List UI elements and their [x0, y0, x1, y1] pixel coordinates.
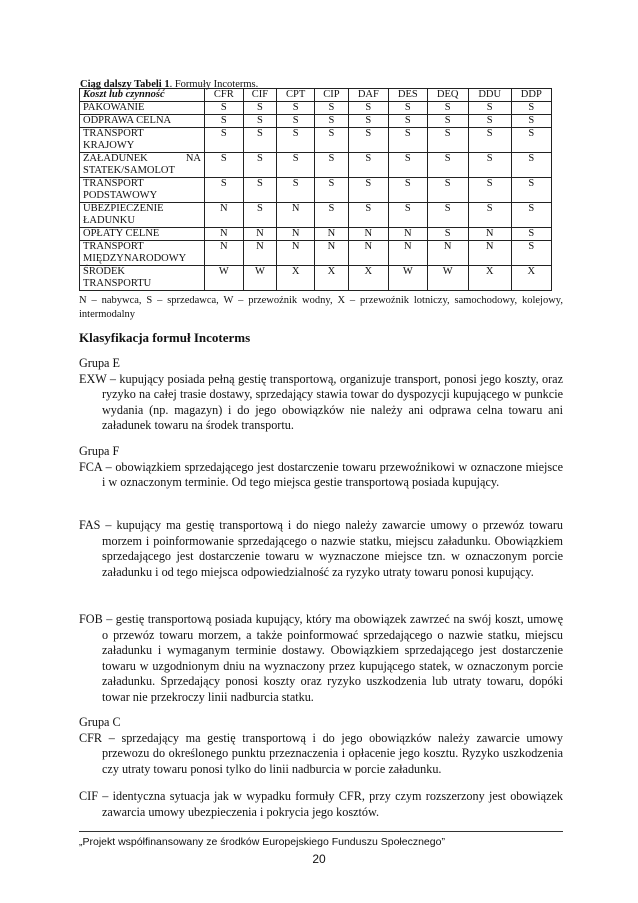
- cell-ddp: S: [511, 241, 551, 266]
- row-label-line: TRANSPORT: [83, 241, 144, 252]
- cell-cfr: N: [205, 228, 244, 241]
- cell-deq: S: [427, 153, 468, 178]
- row-label-line: UBEZPIECZENIE: [83, 203, 164, 214]
- cell-des: W: [388, 266, 427, 291]
- cell-des: S: [388, 115, 427, 128]
- cell-cpt: N: [277, 228, 315, 241]
- row-label-line: TRANSPORT: [83, 178, 144, 189]
- cell-ddu: S: [468, 153, 511, 178]
- cell-cpt: X: [277, 266, 315, 291]
- table-row: [80, 203, 552, 228]
- fas-paragraph: FAS – kupujący ma gestię transportową i do niego należy zawarcie umowy o przewóz towaru morzem i poinformowanie sprzedającego o nazwie statku, miejscu załadunku. Obowiązkiem sprzedającego jest dostarczenie towaru w wyznaczone miejsce tzn. w oznaczonym porcie załadunku i od tego miejsca odpowiedzialność za ryzyko utraty towaru ponosi kupujący.: [79, 518, 563, 579]
- cell-cpt: S: [277, 153, 315, 178]
- row-label-line: PODSTAWOWY: [83, 190, 158, 201]
- cell-cfr: N: [205, 241, 244, 266]
- table-row: [80, 178, 552, 203]
- fca-paragraph: FCA – obowiązkiem sprzedającego jest dostarczenie towaru przewoźnikowi w oznaczone miejsce i w oznaczonym terminie. Od tego miejsca gestie transportową posiada kupujący.: [79, 459, 563, 490]
- row-label-word: ZAŁADUNEK: [83, 153, 148, 164]
- cell-deq: S: [427, 228, 468, 241]
- cell-cif: S: [243, 128, 277, 153]
- row-label: [80, 115, 205, 128]
- cell-deq: N: [427, 241, 468, 266]
- footer-text: „Projekt współfinansowany ze środków Europejskiego Funduszu Społecznego”: [79, 836, 445, 848]
- cell-deq: S: [427, 203, 468, 228]
- cell-daf: S: [348, 203, 388, 228]
- cell-cif: S: [243, 178, 277, 203]
- row-label-line: MIĘDZYNARODOWY: [83, 253, 187, 264]
- cell-ddp: S: [511, 102, 551, 115]
- cell-cpt: S: [277, 115, 315, 128]
- cell-cif: N: [243, 241, 277, 266]
- row-label-line: ŁADUNKU: [83, 215, 135, 226]
- row-label: [80, 102, 205, 115]
- cell-cfr: W: [205, 266, 244, 291]
- cfr-paragraph: CFR – sprzedający ma gestię transportową i do jego obowiązków należy zawarcie umowy przewozu do określonego punktu przeznaczenia i opłacenie jego kosztu. Ryzyko uszkodzenia czy utraty towaru ponosi tylko do linii nadburcia w porcie załadunku.: [79, 730, 563, 776]
- row-label-line: TRANSPORT: [83, 128, 144, 139]
- cell-cip: S: [315, 102, 349, 115]
- cell-cpt: S: [277, 128, 315, 153]
- cell-cfr: S: [205, 102, 244, 115]
- cell-cfr: S: [205, 115, 244, 128]
- cell-ddu: X: [468, 266, 511, 291]
- table-row: [80, 266, 552, 291]
- exw-paragraph: EXW – kupujący posiada pełną gestię transportową, organizuje transport, ponosi jego koszty, oraz ryzyko na całej trasie dostawy, sprzedający stawia towar do dyspozycji kupującego w punkcie wydania (np. magazyn) i do jego obowiązków nie należy ani odprawa celna towaru ani załadunek towaru na środek transportu.: [79, 371, 563, 433]
- cell-ddp: S: [511, 153, 551, 178]
- cell-ddu: S: [468, 203, 511, 228]
- header-col-des: DES: [388, 89, 427, 102]
- header-col-cpt: CPT: [277, 89, 315, 102]
- table-legend: N – nabywca, S – sprzedawca, W – przewoźnik wodny, X – przewoźnik lotniczy, samochodowy, kolejowy, intermodalny: [79, 295, 563, 320]
- cell-deq: W: [427, 266, 468, 291]
- row-label: [80, 241, 205, 266]
- row-label: [80, 203, 205, 228]
- cell-cfr: N: [205, 203, 244, 228]
- group-c-block: [79, 715, 563, 777]
- cell-cif: S: [243, 102, 277, 115]
- cell-ddu: S: [468, 115, 511, 128]
- table-row: [80, 128, 552, 153]
- cell-daf: S: [348, 178, 388, 203]
- cell-ddu: S: [468, 128, 511, 153]
- table-row: [80, 115, 552, 128]
- header-cost-activity: Koszt lub czynność: [80, 89, 205, 102]
- cell-daf: S: [348, 153, 388, 178]
- table-row: [80, 228, 552, 241]
- cell-ddp: S: [511, 203, 551, 228]
- cell-des: S: [388, 153, 427, 178]
- cell-cif: S: [243, 203, 277, 228]
- table-row: [80, 241, 552, 266]
- section-heading: Klasyfikacja formuł Incoterms: [79, 330, 251, 345]
- table-caption-bold: Ciąg dalszy Tabeli 1: [80, 79, 170, 90]
- row-label-line: STATEK/SAMOLOT: [83, 165, 175, 176]
- cell-deq: S: [427, 178, 468, 203]
- cell-cpt: S: [277, 178, 315, 203]
- row-label-line: ODPRAWA CELNA: [83, 115, 172, 126]
- footer-divider: [79, 831, 563, 832]
- cell-ddp: S: [511, 178, 551, 203]
- fas-block: [79, 518, 563, 580]
- cell-daf: S: [348, 115, 388, 128]
- cell-cip: S: [315, 128, 349, 153]
- table-header-row: [80, 89, 552, 102]
- cell-deq: S: [427, 128, 468, 153]
- row-label: [80, 228, 205, 241]
- header-col-daf: DAF: [348, 89, 388, 102]
- cell-daf: N: [348, 241, 388, 266]
- cell-ddu: N: [468, 228, 511, 241]
- cell-des: S: [388, 128, 427, 153]
- cell-ddp: S: [511, 115, 551, 128]
- cell-cif: S: [243, 153, 277, 178]
- cell-daf: X: [348, 266, 388, 291]
- cell-ddu: N: [468, 241, 511, 266]
- row-label: [80, 153, 205, 178]
- cell-cpt: N: [277, 241, 315, 266]
- row-label-line: KRAJOWY: [83, 140, 135, 151]
- cell-cfr: S: [205, 178, 244, 203]
- row-label-word: NA: [185, 153, 201, 164]
- fob-paragraph: FOB – gestię transportową posiada kupujący, który ma obowiązek zawrzeć na swój koszt, umowę o przewóz towaru morzem, a także poinformować sprzedającego o nazwie statku, miejscu załadunku i wymaganym terminie dostawy. Obowiązkiem sprzedającego jest dostarczenie towaru w uzgodnionym dniu na wyznaczony przez kupującego statek, w oznaczonym porcie załadunku. Sprzedający ponosi koszty oraz ryzyko uszkodzenia lub utraty towaru, dopóki towar nie przekroczy linii nadburcia statku.: [79, 612, 563, 704]
- table-row: [80, 153, 552, 178]
- table-caption-rest: . Formuły Incoterms.: [169, 79, 259, 90]
- page-number: 20: [312, 852, 326, 866]
- cell-des: N: [388, 228, 427, 241]
- cell-cif: W: [243, 266, 277, 291]
- row-label-line: PAKOWANIE: [83, 102, 145, 113]
- cell-cip: S: [315, 203, 349, 228]
- cell-daf: S: [348, 128, 388, 153]
- row-label-line: TRANSPORTU: [83, 278, 152, 289]
- cell-cip: S: [315, 178, 349, 203]
- cif-paragraph: CIF – identyczna sytuacja jak w wypadku formuły CFR, przy czym rozszerzony jest obowiązek zawarcia umowy ubezpieczenia i pokrycia jego kosztów.: [79, 789, 563, 819]
- cif-block: [79, 789, 563, 820]
- cell-deq: S: [427, 115, 468, 128]
- header-col-cif: CIF: [243, 89, 277, 102]
- cell-ddp: S: [511, 228, 551, 241]
- cell-daf: S: [348, 102, 388, 115]
- cell-des: N: [388, 241, 427, 266]
- group-f-block: [79, 444, 563, 491]
- header-col-cfr: CFR: [205, 89, 244, 102]
- cell-daf: N: [348, 228, 388, 241]
- header-col-ddp: DDP: [511, 89, 551, 102]
- table-body: [80, 102, 552, 291]
- cell-des: S: [388, 178, 427, 203]
- table-row: [80, 102, 552, 115]
- row-label-line: OPŁATY CELNE: [83, 228, 160, 239]
- cell-cip: N: [315, 241, 349, 266]
- cell-ddp: S: [511, 128, 551, 153]
- cell-cpt: N: [277, 203, 315, 228]
- header-col-deq: DEQ: [427, 89, 468, 102]
- group-e-title: Grupa E: [79, 356, 120, 370]
- cell-cfr: S: [205, 153, 244, 178]
- group-e-block: [79, 356, 563, 434]
- cell-cpt: S: [277, 102, 315, 115]
- header-col-cip: CIP: [315, 89, 349, 102]
- cell-cif: N: [243, 228, 277, 241]
- cell-ddp: X: [511, 266, 551, 291]
- cell-cip: S: [315, 115, 349, 128]
- fob-block: [79, 612, 563, 706]
- cell-cip: X: [315, 266, 349, 291]
- incoterms-table: [79, 88, 552, 291]
- cell-cif: S: [243, 115, 277, 128]
- cell-des: S: [388, 203, 427, 228]
- header-col-ddu: DDU: [468, 89, 511, 102]
- cell-cfr: S: [205, 128, 244, 153]
- cell-deq: S: [427, 102, 468, 115]
- row-label: [80, 128, 205, 153]
- cell-cip: N: [315, 228, 349, 241]
- cell-ddu: S: [468, 178, 511, 203]
- cell-ddu: S: [468, 102, 511, 115]
- row-label-line: [83, 153, 201, 165]
- row-label: [80, 266, 205, 291]
- row-label: [80, 178, 205, 203]
- cell-des: S: [388, 102, 427, 115]
- row-label-line: ŚRODEK: [83, 266, 126, 277]
- cell-cip: S: [315, 153, 349, 178]
- group-f-title: Grupa F: [79, 444, 120, 458]
- group-c-title: Grupa C: [79, 715, 121, 729]
